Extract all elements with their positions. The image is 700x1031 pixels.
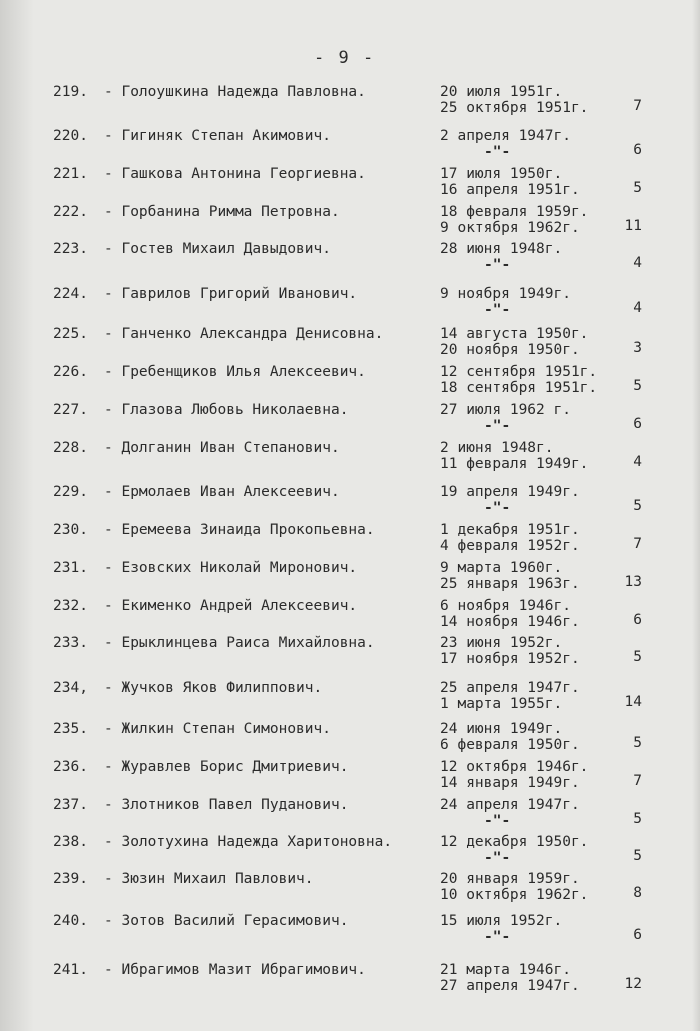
entry-name: - Гостев Михаил Давыдович. xyxy=(104,241,331,257)
entry-row xyxy=(0,871,700,911)
entry-name: - Езовских Николай Миронович. xyxy=(104,560,358,576)
entry-number: 236. xyxy=(53,759,88,775)
entry-count: 8 xyxy=(633,885,642,901)
entry-date-start: 20 января 1959г. xyxy=(440,871,580,887)
entry-number: 225. xyxy=(53,326,88,342)
entry-date-start: 12 декабря 1950г. xyxy=(440,834,589,850)
entry-name: - Ганченко Александра Денисовна. xyxy=(104,326,384,342)
entry-count: 3 xyxy=(633,340,642,356)
page-number: - 9 - xyxy=(314,48,376,68)
entry-name: - Гребенщиков Илья Алексеевич. xyxy=(104,364,366,380)
entry-name: - Екименко Андрей Алексеевич. xyxy=(104,598,358,614)
entry-row xyxy=(0,834,700,874)
entry-date-start: 23 июня 1952г. xyxy=(440,635,563,651)
entry-row xyxy=(0,635,700,675)
entry-number: 234, xyxy=(53,680,88,696)
entry-row xyxy=(0,166,700,206)
entry-date-end: -"- xyxy=(484,850,511,866)
entry-date-end: -"- xyxy=(484,302,511,318)
entry-number: 238. xyxy=(53,834,88,850)
entry-count: 5 xyxy=(633,498,642,514)
entry-row xyxy=(0,402,700,442)
entry-row xyxy=(0,522,700,562)
entry-count: 14 xyxy=(624,694,642,710)
entry-number: 233. xyxy=(53,635,88,651)
entry-row xyxy=(0,440,700,480)
entry-date-end: -"- xyxy=(484,257,511,273)
entry-number: 232. xyxy=(53,598,88,614)
entry-date-start: 28 июня 1948г. xyxy=(440,241,563,257)
entry-name: - Зюзин Михаил Павлович. xyxy=(104,871,314,887)
entry-date-end: 1 марта 1955г. xyxy=(440,696,563,712)
entry-date-end: -"- xyxy=(484,929,511,945)
entry-date-end: 14 января 1949г. xyxy=(440,775,580,791)
entry-date-end: 27 апреля 1947г. xyxy=(440,978,580,994)
entry-count: 5 xyxy=(633,848,642,864)
entry-date-start: 24 июня 1949г. xyxy=(440,721,563,737)
entry-count: 7 xyxy=(633,773,642,789)
entry-name: - Жучков Яков Филиппович. xyxy=(104,680,323,696)
entry-date-start: 14 августа 1950г. xyxy=(440,326,589,342)
entry-name: - Гаврилов Григорий Иванович. xyxy=(104,286,358,302)
entry-number: 226. xyxy=(53,364,88,380)
entry-count: 5 xyxy=(633,811,642,827)
entry-count: 4 xyxy=(633,255,642,271)
entry-date-start: 19 апреля 1949г. xyxy=(440,484,580,500)
entry-date-end: 18 сентября 1951г. xyxy=(440,380,598,396)
entry-name: - Злотников Павел Пуданович. xyxy=(104,797,349,813)
entry-date-end: 16 апреля 1951г. xyxy=(440,182,580,198)
entry-number: 239. xyxy=(53,871,88,887)
entry-count: 5 xyxy=(633,649,642,665)
entry-date-start: 9 марта 1960г. xyxy=(440,560,563,576)
entry-date-start: 2 июня 1948г. xyxy=(440,440,554,456)
entry-count: 5 xyxy=(633,735,642,751)
entry-date-start: 2 апреля 1947г. xyxy=(440,128,571,144)
entry-count: 6 xyxy=(633,927,642,943)
entry-number: 220. xyxy=(53,128,88,144)
entry-date-start: 12 сентября 1951г. xyxy=(440,364,598,380)
entry-date-end: 20 ноября 1950г. xyxy=(440,342,580,358)
entry-date-end: 4 февраля 1952г. xyxy=(440,538,580,554)
entry-name: - Еремеева Зинаида Прокопьевна. xyxy=(104,522,375,538)
entry-number: 231. xyxy=(53,560,88,576)
entry-count: 7 xyxy=(633,98,642,114)
entry-row xyxy=(0,326,700,366)
entry-number: 237. xyxy=(53,797,88,813)
entry-date-start: 20 июля 1951г. xyxy=(440,84,563,100)
entry-number: 223. xyxy=(53,241,88,257)
entry-count: 12 xyxy=(624,976,642,992)
entry-name: - Гашкова Антонина Георгиевна. xyxy=(104,166,366,182)
entry-date-start: 9 ноября 1949г. xyxy=(440,286,571,302)
entry-name: - Ермолаев Иван Алексеевич. xyxy=(104,484,340,500)
entry-row xyxy=(0,560,700,600)
entry-date-start: 1 декабря 1951г. xyxy=(440,522,580,538)
entry-number: 230. xyxy=(53,522,88,538)
entry-number: 240. xyxy=(53,913,88,929)
entry-row xyxy=(0,962,700,1002)
entry-name: - Глазова Любовь Николаевна. xyxy=(104,402,349,418)
entry-date-end: 17 ноября 1952г. xyxy=(440,651,580,667)
entry-date-end: 14 ноября 1946г. xyxy=(440,614,580,630)
entry-row xyxy=(0,364,700,404)
entry-date-end: -"- xyxy=(484,144,511,160)
entry-number: 228. xyxy=(53,440,88,456)
entry-count: 4 xyxy=(633,454,642,470)
entry-count: 5 xyxy=(633,378,642,394)
entry-row xyxy=(0,128,700,168)
entry-row xyxy=(0,721,700,761)
entry-row xyxy=(0,241,700,281)
entry-row xyxy=(0,759,700,799)
entry-number: 241. xyxy=(53,962,88,978)
entry-row xyxy=(0,84,700,124)
entry-date-start: 15 июля 1952г. xyxy=(440,913,563,929)
entry-date-end: -"- xyxy=(484,500,511,516)
entry-date-end: 11 февраля 1949г. xyxy=(440,456,589,472)
entry-row xyxy=(0,680,700,720)
entry-number: 229. xyxy=(53,484,88,500)
entry-name: - Горбанина Римма Петровна. xyxy=(104,204,340,220)
entry-date-end: 25 октября 1951г. xyxy=(440,100,589,116)
entry-row xyxy=(0,484,700,524)
entry-date-end: 6 февраля 1950г. xyxy=(440,737,580,753)
entry-date-end: -"- xyxy=(484,813,511,829)
entry-row xyxy=(0,204,700,244)
entry-count: 6 xyxy=(633,612,642,628)
entry-number: 222. xyxy=(53,204,88,220)
entry-date-start: 25 апреля 1947г. xyxy=(440,680,580,696)
entry-date-start: 27 июля 1962 г. xyxy=(440,402,571,418)
entry-date-start: 17 июля 1950г. xyxy=(440,166,563,182)
entry-count: 13 xyxy=(624,574,642,590)
entry-row xyxy=(0,286,700,326)
entry-name: - Гигиняк Степан Акимович. xyxy=(104,128,331,144)
entry-count: 4 xyxy=(633,300,642,316)
entry-date-start: 12 октября 1946г. xyxy=(440,759,589,775)
entry-name: - Голоушкина Надежда Павловна. xyxy=(104,84,366,100)
entry-number: 224. xyxy=(53,286,88,302)
entry-name: - Зотов Василий Герасимович. xyxy=(104,913,349,929)
entry-name: - Жилкин Степан Симонович. xyxy=(104,721,331,737)
entry-count: 7 xyxy=(633,536,642,552)
entry-name: - Золотухина Надежда Харитоновна. xyxy=(104,834,393,850)
entry-date-end: 9 октября 1962г. xyxy=(440,220,580,236)
entry-row xyxy=(0,913,700,953)
entry-date-start: 24 апреля 1947г. xyxy=(440,797,580,813)
entry-count: 5 xyxy=(633,180,642,196)
entry-name: - Долганин Иван Степанович. xyxy=(104,440,340,456)
entry-row xyxy=(0,797,700,837)
entry-count: 11 xyxy=(624,218,642,234)
entry-number: 219. xyxy=(53,84,88,100)
entry-name: - Журавлев Борис Дмитриевич. xyxy=(104,759,349,775)
entry-count: 6 xyxy=(633,416,642,432)
entry-date-start: 6 ноября 1946г. xyxy=(440,598,571,614)
entry-number: 227. xyxy=(53,402,88,418)
entry-date-end: 10 октября 1962г. xyxy=(440,887,589,903)
entry-number: 221. xyxy=(53,166,88,182)
entry-date-start: 18 февраля 1959г. xyxy=(440,204,589,220)
entry-name: - Ерыклинцева Раиса Михайловна. xyxy=(104,635,375,651)
entry-row xyxy=(0,598,700,638)
entry-number: 235. xyxy=(53,721,88,737)
entry-count: 6 xyxy=(633,142,642,158)
entry-date-start: 21 марта 1946г. xyxy=(440,962,571,978)
entry-date-end: 25 января 1963г. xyxy=(440,576,580,592)
entry-date-end: -"- xyxy=(484,418,511,434)
entry-name: - Ибрагимов Мазит Ибрагимович. xyxy=(104,962,366,978)
